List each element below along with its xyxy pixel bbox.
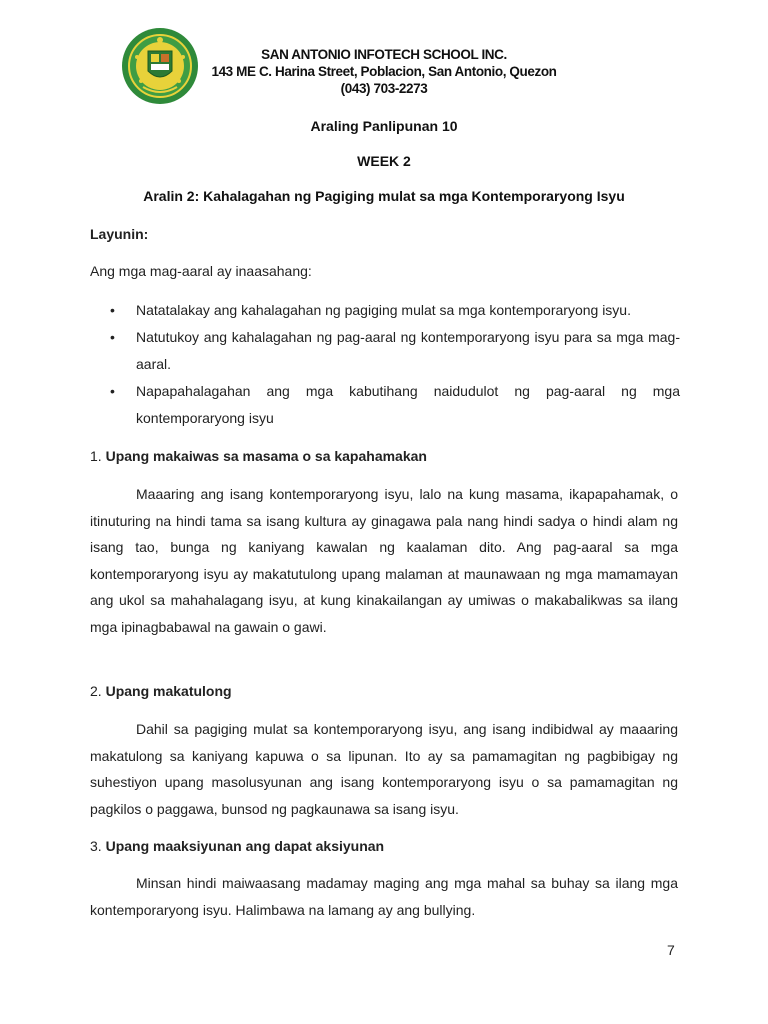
school-name: SAN ANTONIO INFOTECH SCHOOL INC. [261, 47, 507, 62]
section-heading-2: 2. Upang makatulong [90, 683, 232, 699]
section-heading-3: 3. Upang maaksiyunan ang dapat aksiyunan [90, 838, 385, 854]
school-header [200, 46, 568, 97]
school-phone: (043) 703-2273 [340, 81, 428, 96]
objectives-intro: Ang mga mag-aaral ay inaasahang: [90, 263, 312, 279]
bullet-icon: • [110, 329, 115, 345]
week-label: WEEK 2 [357, 153, 411, 169]
list-item: • Natatalakay ang kahalagahan ng pagiging mulat sa mga kontemporaryong isyu. [90, 297, 680, 324]
section-body-1: Maaaring ang isang kontemporaryong isyu, lalo na kung masama, ikapapahamak, o itinuturing na hindi tama sa isang kultura ay ginagawa pala nang hindi sadya o hindi alam ng isang tao, bunga ng kaniyang kawalan ng kaalaman dito. Ang pag-aaral sa mga kontemporaryong isyu ay makatutulong upang malaman at maunawaan ng mga mamamayan ang ukol sa mahahalagang isyu, at kung kinakailangan ay umiwas o makabalikwas sa ilang mga ipinagbabawal na gawain o gawi. [90, 486, 678, 635]
objectives-heading: Layunin: [90, 226, 149, 242]
list-item: • Napapahalagahan ang mga kabutihang naidudulot ng pag-aaral ng mga kontemporaryong isyu [90, 378, 680, 432]
lesson-title: Aralin 2: Kahalagahan ng Pagiging mulat sa mga Kontemporaryong Isyu [143, 188, 625, 204]
school-seal-icon [121, 27, 199, 105]
bullet-icon: • [110, 302, 115, 318]
list-item: • Natutukoy ang kahalagahan ng pag-aaral ng kontemporaryong isyu para sa mga mag-aaral. [90, 324, 680, 378]
section-body-2: Dahil sa pagiging mulat sa kontemporaryong isyu, ang isang indibidwal ay maaaring makatulong sa kaniyang kapuwa o sa lipunan. Ito ay sa pamamagitan ng pagbibigay ng suhestiyon upang masolusyunan ang isang kontemporaryong isyu o sa pamamagitan ng pagkilos o paggawa, bunsod ng pagkaunawa sa isang isyu. [90, 721, 678, 817]
objectives-list [90, 297, 680, 432]
page-number: 7 [667, 942, 675, 958]
subject-title: Araling Panlipunan 10 [310, 118, 458, 134]
section-body-3: Minsan hindi maiwaasang madamay maging ang mga mahal sa buhay sa ilang mga kontemporaryong isyu. Halimbawa na lamang ay ang bullying. [90, 875, 678, 918]
section-heading-1: 1. Upang makaiwas sa masama o sa kapahamakan [90, 448, 427, 464]
bullet-icon: • [110, 383, 115, 399]
school-address: 143 ME C. Harina Street, Poblacion, San Antonio, Quezon [211, 64, 557, 79]
